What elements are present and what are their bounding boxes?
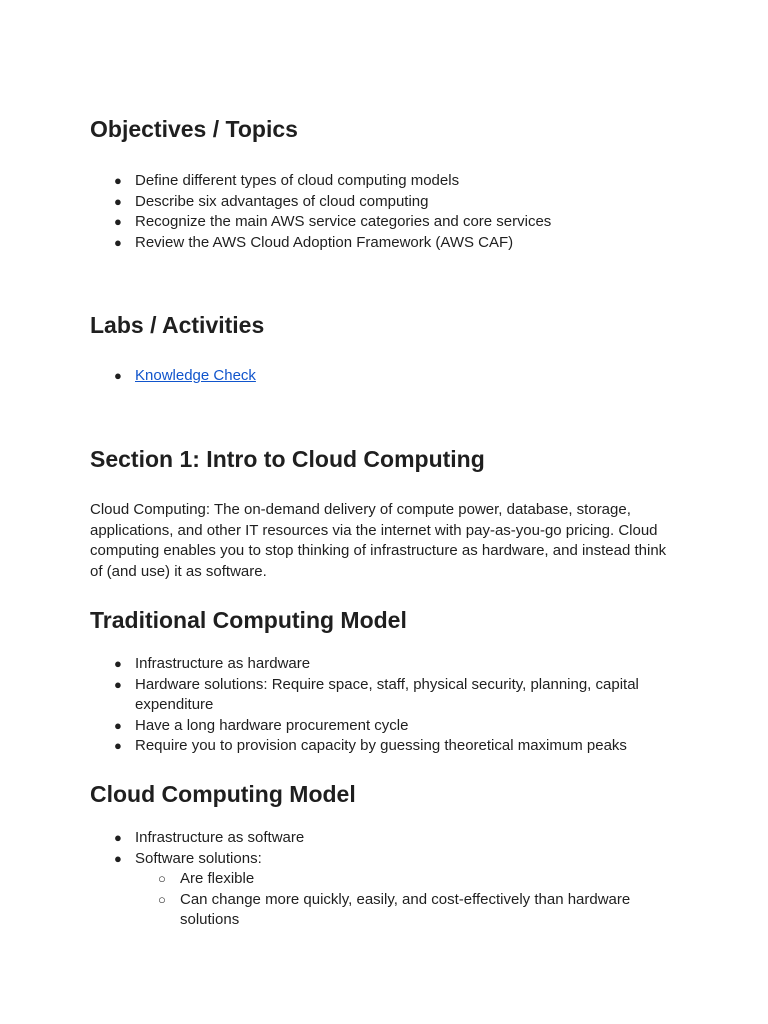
list-item-text: Define different types of cloud computing models (135, 172, 460, 189)
list-item-text: Review the AWS Cloud Adoption Framework (AWS CAF) (135, 233, 514, 251)
bullet-icon: ● (114, 656, 122, 671)
list-item (90, 654, 670, 675)
sub-bullet-icon: ○ (158, 891, 166, 907)
list-item-text: Describe six advantages of cloud computing (135, 192, 429, 210)
bullet-icon: ● (114, 830, 122, 845)
heading-cloud-model: Cloud Computing Model (90, 781, 356, 807)
list-item-text: Infrastructure as software (135, 829, 305, 846)
bullet-icon: ● (114, 676, 122, 692)
list-item-text: Recognize the main AWS service categories and core services (135, 213, 552, 230)
heading-section-1: Section 1: Intro to Cloud Computing (90, 446, 485, 472)
list-item (90, 716, 670, 737)
objectives-list (90, 171, 670, 253)
bullet-icon: ● (114, 738, 122, 753)
sub-list-item (135, 890, 670, 931)
list-item-text: Hardware solutions: Require space, staff, physical security, planning, capital expenditure (135, 675, 639, 713)
sub-list-item-text: Can change more quickly, easily, and cost-effectively than hardware solutions (180, 890, 631, 928)
list-item (90, 212, 670, 233)
sub-list-item-text: Are flexible (180, 870, 255, 887)
bullet-icon: ● (114, 234, 122, 250)
heading-objectives: Objectives / Topics (90, 116, 298, 142)
knowledge-check-link[interactable]: Knowledge Check (135, 367, 256, 384)
cloud-list (90, 828, 670, 931)
list-item (90, 675, 670, 716)
bullet-icon: ● (114, 173, 122, 188)
heading-traditional-model: Traditional Computing Model (90, 607, 407, 633)
bullet-icon: ● (114, 850, 122, 866)
list-item (90, 192, 670, 213)
section-1-paragraph: Cloud Computing: The on-demand delivery of compute power, database, storage, applications, and other IT resources via the internet with pay-as-you-go pricing. Cloud computing enables you to stop thinking of infrastructure as hardware, and instead think of (and use) it as software. (90, 501, 667, 580)
sub-list-item (135, 869, 670, 890)
bullet-icon: ● (114, 717, 122, 733)
labs-list (90, 366, 670, 387)
list-item (90, 171, 670, 192)
cloud-sub-list (135, 869, 670, 931)
list-item (90, 828, 670, 849)
list-item-text: Require you to provision capacity by guessing theoretical maximum peaks (135, 737, 627, 754)
list-item (90, 736, 670, 757)
list-item (90, 233, 670, 254)
sub-bullet-icon: ○ (158, 871, 166, 886)
list-item-text: Have a long hardware procurement cycle (135, 716, 409, 734)
list-item (90, 849, 670, 931)
list-item-text: Infrastructure as hardware (135, 655, 311, 672)
list-item-text: Software solutions: (135, 849, 262, 867)
list-item (90, 366, 670, 387)
traditional-list (90, 654, 670, 757)
bullet-icon: ● (114, 368, 122, 383)
bullet-icon: ● (114, 214, 122, 229)
bullet-icon: ● (114, 193, 122, 209)
heading-labs: Labs / Activities (90, 312, 265, 338)
